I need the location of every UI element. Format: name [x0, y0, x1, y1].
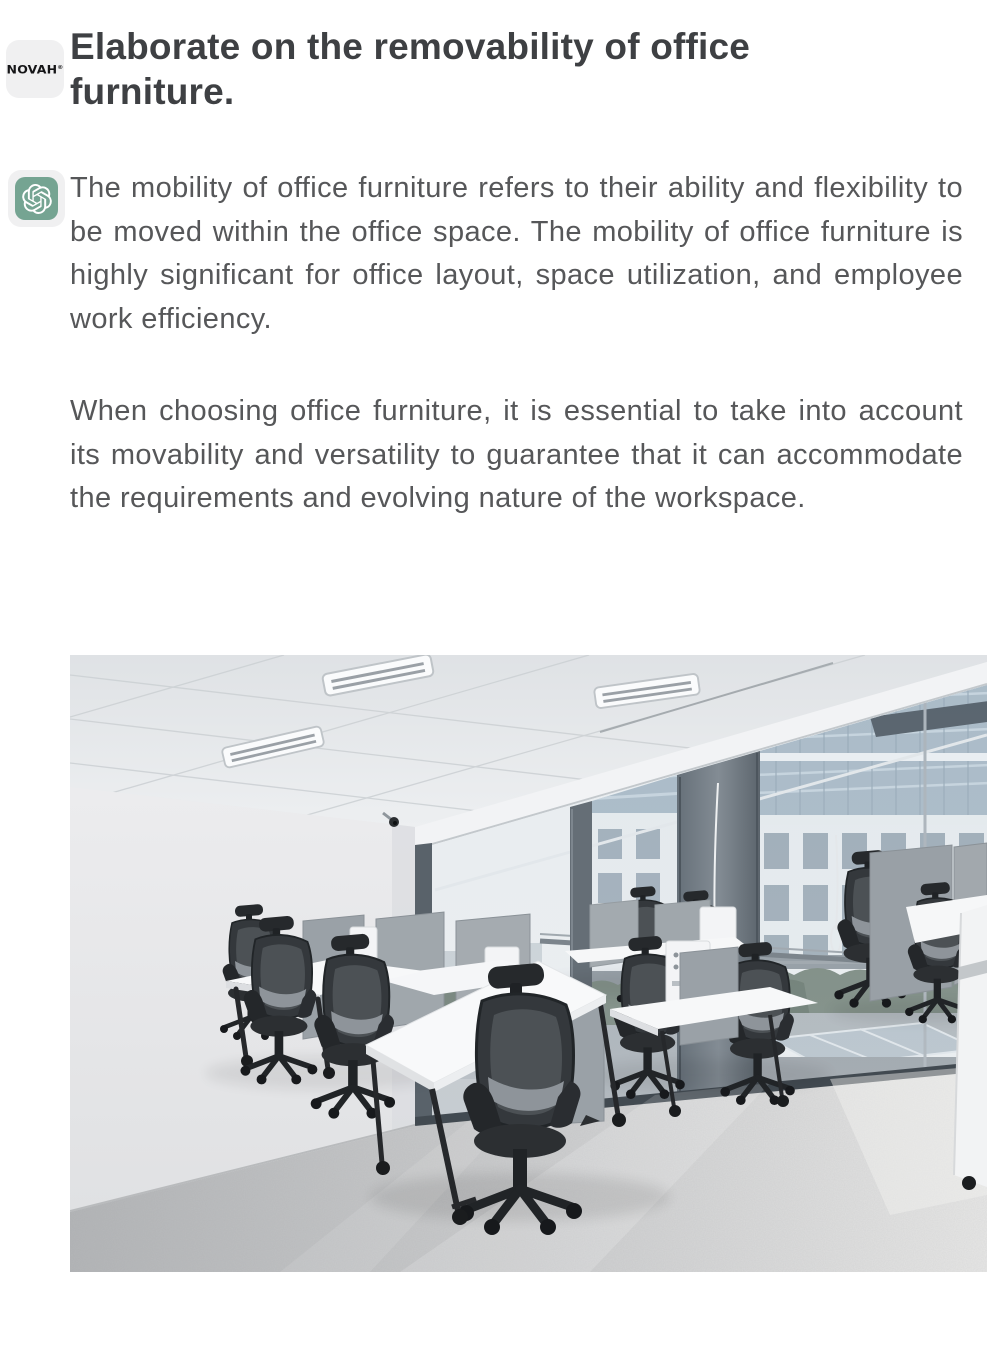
chatgpt-icon	[15, 177, 58, 220]
answer-paragraph: When choosing office furniture, it is essential to take into account its movability and versatility to guarantee that it can accommodate the requirements and evolving nature of the workspace.	[70, 395, 963, 514]
brand-wordmark: NOVAH®	[6, 61, 64, 77]
chatgpt-chip	[8, 170, 65, 227]
answer-text	[70, 167, 963, 570]
page-title: Elaborate on the removability of office furniture.	[70, 26, 751, 112]
answer-paragraph: The mobility of office furniture refers to their ability and flexibility to be moved within the office space. The mobility of office furniture is highly significant for office layout, space utilization, and employee work efficiency.	[70, 172, 963, 335]
brand-logo	[6, 40, 64, 98]
office-interior-photo	[70, 655, 987, 1272]
registered-mark: ®	[57, 63, 64, 71]
